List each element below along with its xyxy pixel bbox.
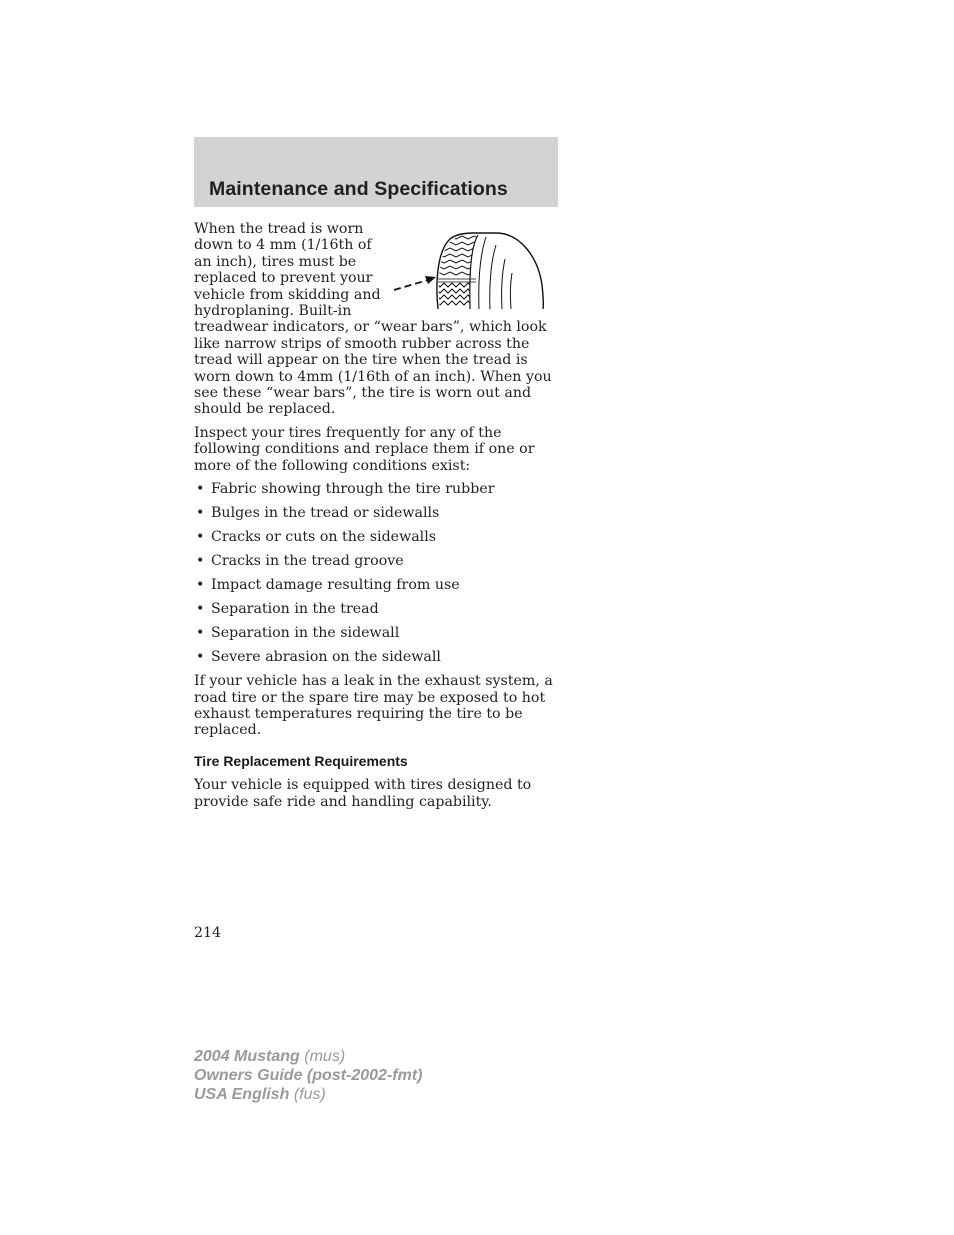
list-item: • Impact damage resulting from use [196,577,460,594]
bullet-icon: • [196,601,205,618]
list-item: • Severe abrasion on the sidewall [196,649,441,666]
bullet-icon: • [196,577,205,594]
conditions-list [194,481,560,665]
page-body [194,221,560,817]
page-number: 214 [194,925,222,941]
bullet-icon: • [196,625,205,642]
section-header-band [194,137,558,207]
footer-line-model: 2004 Mustang (mus) [194,1048,346,1065]
exhaust-paragraph: If your vehicle has a leak in the exhaust system, a road tire or the spare tire may be exposed to hot exhaust temperatures requiring the tire to be replaced. [194,673,553,739]
bullet-icon: • [196,553,205,570]
list-item: • Separation in the sidewall [196,625,400,642]
tread-wear-paragraph: When the tread is worn down to 4 mm (1/16th of an inch), tires must be replaced to prevent your vehicle from skidding and hydroplaning. Built-in treadwear indicators, or “wear bars”, which look like narrow strips of smooth rubber across the tread will appear on the tire when the tread is worn down to 4mm (1/16th of an inch). When you see these “wear bars”, the tire is worn out and should be replaced. [194,221,552,418]
list-item: • Cracks or cuts on the sidewalls [196,529,437,546]
subheading: Tire Replacement Requirements [194,752,408,769]
list-item: • Cracks in the tread groove [196,553,404,570]
bullet-icon: • [196,505,205,522]
bullet-icon: • [196,529,205,546]
bullet-icon: • [196,649,205,666]
tire-wear-bar-icon [392,225,562,311]
replacement-paragraph: Your vehicle is equipped with tires designed to provide safe ride and handling capability. [194,777,532,810]
list-item: • Separation in the tread [196,601,379,618]
footer-line-guide: Owners Guide (post-2002-fmt) [194,1067,423,1084]
footer-line-language: USA English (fus) [194,1086,326,1103]
bullet-icon: • [196,481,205,498]
list-item: • Bulges in the tread or sidewalls [196,505,440,522]
inspect-paragraph: Inspect your tires frequently for any of the following conditions and replace them if one or more of the following conditions exist: [194,424,535,474]
list-item: • Fabric showing through the tire rubber [196,481,495,498]
document-footer [194,1047,422,1104]
section-title: Maintenance and Specifications [209,178,508,200]
